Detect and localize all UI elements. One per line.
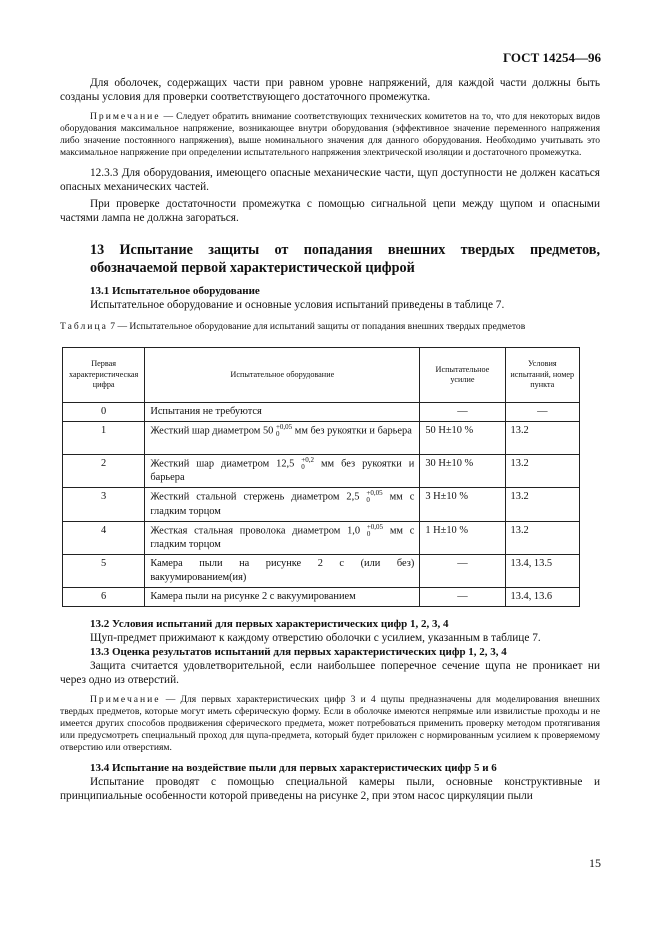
table-row	[63, 521, 580, 554]
section-13-1-text: Испытательное оборудование и основные условия испытаний приведены в таблице 7.	[90, 299, 505, 311]
header-conditions: Условия испытаний, номер пункта	[505, 348, 579, 403]
cell-force: —	[420, 555, 505, 588]
note-label: Примечание	[90, 694, 161, 706]
cell-force: —	[420, 403, 505, 422]
table-header-row	[63, 348, 580, 403]
cell-ref: 13.2	[505, 488, 579, 521]
note-label: Примечание	[90, 111, 161, 122]
cell-desc: Жесткий стальной стержень диаметром 2,5 +0,05 0 мм с гладким торцом	[145, 488, 420, 521]
page-body	[60, 76, 600, 803]
cell-ref: 13.2	[505, 422, 579, 455]
cell-desc: Жесткая стальная проволока диаметром 1,0 +0,05 0 мм с гладким торцом	[145, 521, 420, 554]
cell-desc: Камера пыли на рисунке 2 с (или без) вакуумированием(ия)	[145, 555, 420, 588]
cell-force: 30 Н±10 %	[420, 455, 505, 488]
cell-code: 1	[63, 422, 145, 455]
cell-desc: Жесткий шар диаметром 50 +0,05 0 мм без рукоятки и барьера	[145, 422, 420, 455]
cell-force: 3 Н±10 %	[420, 488, 505, 521]
section-13-1-title: 13.1 Испытательное оборудование	[90, 285, 260, 297]
cell-code: 0	[63, 403, 145, 422]
table-row	[63, 403, 580, 422]
cell-desc: Камера пыли на рисунке 2 с вакуумированием	[145, 588, 420, 607]
cell-force: —	[420, 588, 505, 607]
table-caption-label: Таблица	[60, 321, 108, 332]
cell-code: 3	[63, 488, 145, 521]
section-13-3-text: Защита считается удовлетворительной, если наибольшее поперечное сечение щупа не проникает ни через одно из отверстий.	[60, 660, 600, 687]
page-number: 15	[589, 856, 601, 870]
section-13-title: 13 Испытание защиты от попадания внешних твердых предметов, обозначаемой первой характеристической цифрой	[90, 242, 600, 276]
note-text: — Для первых характеристических цифр 3 и 4 щупы предназначены для моделирования внешних твердых предметов, которые могут иметь сферическую форму. Если в оболочке имеются непрямые или извилистые проходы и не имеется других способов продвижения сферического предмета, может потребоваться применить проверку методом протягивания или предусмотреть специальный проход для щупа-предмета, который будет приложен с нормированным усилием к проверяемому отверстию или отверстиям.	[60, 694, 600, 754]
table-caption-text: 7 — Испытательное оборудование для испытаний защиты от попадания внешних твердых предметов	[107, 321, 526, 332]
table-row	[63, 455, 580, 488]
note-spherical	[60, 694, 600, 754]
table-row	[63, 588, 580, 607]
note-voltage	[60, 111, 600, 159]
table-row	[63, 555, 580, 588]
cell-ref: —	[505, 403, 579, 422]
cell-ref: 13.2	[505, 521, 579, 554]
section-13-2-title: 13.2 Условия испытаний для первых характеристических цифр 1, 2, 3, 4	[90, 618, 449, 631]
document-code: ГОСТ 14254—96	[502, 50, 601, 65]
note-text: — Следует обратить внимание соответствующих технических комитетов на то, что для некоторых видов оборудования максимальное напряжение, возникающее внутри оборудования (эффективное значение переменного напряжения либо значение постоянного напряжения), выше номинального значения для данного оборудования. Необходимо учитывать это максимальное напряжение при определении испытательного напряжения электрической изоляции и достаточного промежутка.	[60, 111, 600, 158]
section-13-4-text: Испытание проводят с помощью специальной камеры пыли, основные конструктивные и принципиальные особенности которой приведены на рисунке 2, при этом насос циркуляции пыли	[60, 776, 600, 803]
section-13-4-title: 13.4 Испытание на воздействие пыли для первых характеристических цифр 5 и 6	[90, 762, 497, 775]
cell-code: 6	[63, 588, 145, 607]
cell-desc: Жесткий шар диаметром 12,5 +0,2 0 мм без рукоятки и барьера	[145, 455, 420, 488]
header-equipment: Испытательное оборудование	[145, 348, 420, 403]
cell-code: 5	[63, 555, 145, 588]
table-row	[63, 422, 580, 455]
section-13-3-title: 13.3 Оценка результатов испытаний для первых характеристических цифр 1, 2, 3, 4	[90, 646, 507, 659]
paragraph-signal-circuit: При проверке достаточности промежутка с помощью сигнальной цепи между щупом и опасными частями лампа не должна загораться.	[60, 198, 600, 224]
header-force: Испытательное усилие	[420, 348, 505, 403]
cell-force: 50 Н±10 %	[420, 422, 505, 455]
cell-ref: 13.4, 13.5	[505, 555, 579, 588]
header-first-digit: Первая характеристическая цифра	[63, 348, 145, 403]
cell-ref: 13.2	[505, 455, 579, 488]
cell-code: 4	[63, 521, 145, 554]
table-row	[63, 488, 580, 521]
cell-desc: Испытания не требуются	[145, 403, 420, 422]
paragraph-enclosures: Для оболочек, содержащих части при равном уровне напряжений, для каждой части должны быть созданы условия для проверки соответствующего достаточного промежутка.	[60, 77, 600, 103]
cell-code: 2	[63, 455, 145, 488]
section-13-2-text: Щуп-предмет прижимают к каждому отверстию оболочки с усилием, указанным в таблице 7.	[90, 632, 541, 645]
cell-force: 1 Н±10 %	[420, 521, 505, 554]
equipment-table	[62, 347, 580, 607]
cell-ref: 13.4, 13.6	[505, 588, 579, 607]
paragraph-12-3-3: 12.3.3 Для оборудования, имеющего опасные механические части, щуп доступности не должен касаться опасных механических частей.	[60, 167, 600, 193]
table-caption	[60, 321, 600, 333]
